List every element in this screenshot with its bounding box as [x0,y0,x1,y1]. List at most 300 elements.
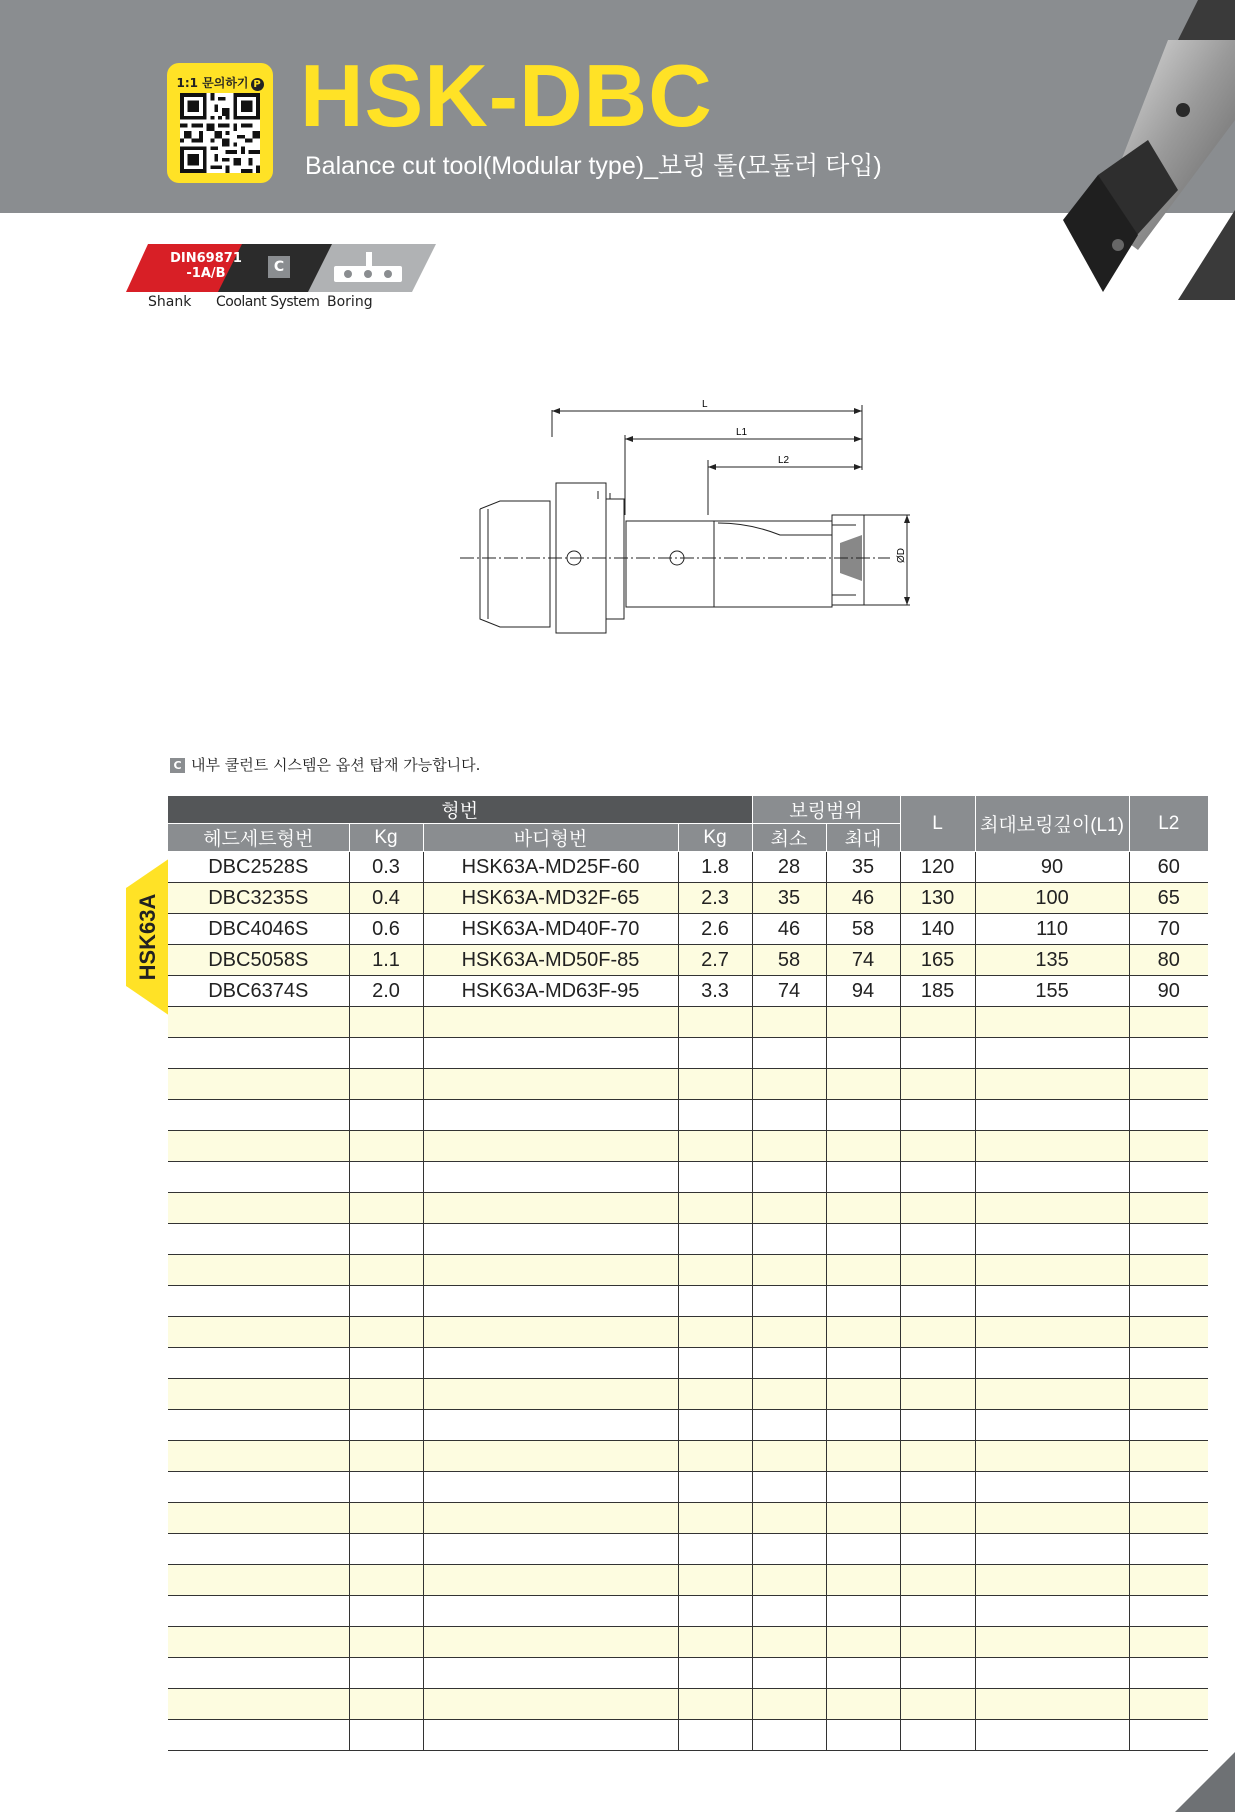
dim-L2-label: L2 [778,455,790,466]
table-cell [678,1379,752,1410]
din-standard-label: DIN69871 -1A/B [170,251,242,281]
table-cell [752,1317,826,1348]
table-cell [752,1689,826,1720]
table-cell [349,1596,423,1627]
table-cell [349,1317,423,1348]
table-cell [752,1007,826,1038]
header-row-group [168,796,1208,824]
table-cell [678,1627,752,1658]
table-cell: 90 [975,852,1129,883]
table-cell [349,1534,423,1565]
table-row [168,1224,1208,1255]
table-cell [752,1100,826,1131]
table-cell [423,1100,678,1131]
table-cell: 35 [826,852,900,883]
table-cell [826,1689,900,1720]
table-cell [900,1038,975,1069]
table-cell [349,1038,423,1069]
header-band [0,0,1235,213]
qr-label: 1:1 문의하기 P [167,74,273,91]
table-cell [168,1441,349,1472]
table-cell [900,1379,975,1410]
table-cell: HSK63A-MD40F-70 [423,914,678,945]
table-row [168,1162,1208,1193]
table-cell [900,1596,975,1627]
table-cell [349,1441,423,1472]
table-cell [752,1472,826,1503]
table-cell [975,1627,1129,1658]
qr-inquiry-box[interactable] [167,63,273,183]
table-cell [975,1503,1129,1534]
boring-hole-icon [364,270,372,278]
table-cell [349,1255,423,1286]
table-cell: DBC2528S [168,852,349,883]
table-cell [752,1658,826,1689]
table-cell [1129,1410,1208,1441]
table-cell [168,1689,349,1720]
badge-label-boring: Boring [327,294,373,310]
table-row [168,1348,1208,1379]
table-cell [678,1224,752,1255]
table-cell [826,1410,900,1441]
table-row [168,1627,1208,1658]
table-cell [1129,1100,1208,1131]
table-cell [1129,1534,1208,1565]
table-cell [900,1534,975,1565]
table-row [168,1503,1208,1534]
table-cell [826,1534,900,1565]
table-row [168,1131,1208,1162]
dim-L1-label: L1 [736,427,748,438]
table-cell [900,1658,975,1689]
table-cell [423,1069,678,1100]
table-cell [168,1658,349,1689]
table-cell [752,1348,826,1379]
header-boring-range: 보링범위 [752,796,900,824]
table-cell [900,1503,975,1534]
page-subtitle: Balance cut tool(Modular type)_보링 툴(모듈러 타입) [305,152,882,180]
table-row [168,1100,1208,1131]
spec-badges [126,244,446,314]
header-min: 최소 [752,824,826,852]
table-cell [168,1410,349,1441]
table-cell: 155 [975,976,1129,1007]
table-cell [678,1317,752,1348]
table-cell [975,1379,1129,1410]
table-cell [168,1472,349,1503]
header-body-kg: Kg [678,824,752,852]
table-cell [678,1410,752,1441]
table-cell [423,1503,678,1534]
table-cell [975,1441,1129,1472]
table-cell [678,1658,752,1689]
table-cell [826,1286,900,1317]
table-cell [423,1720,678,1751]
badge-label-shank: Shank [148,294,192,310]
table-cell [1129,1379,1208,1410]
table-cell [826,1348,900,1379]
header-L2: L2 [1129,796,1208,852]
side-label: HSK63A [135,893,160,981]
page-title: HSK-DBC [300,46,713,145]
table-cell [349,1503,423,1534]
table-cell [349,1286,423,1317]
table-cell [678,1534,752,1565]
header-max: 최대 [826,824,900,852]
table-cell [975,1565,1129,1596]
table-cell [1129,1162,1208,1193]
table-cell [826,1193,900,1224]
table-cell [168,1348,349,1379]
table-cell [678,1162,752,1193]
table-cell [168,1720,349,1751]
table-cell [349,1224,423,1255]
table-row [168,1379,1208,1410]
table-cell [1129,1007,1208,1038]
table-cell [900,1255,975,1286]
table-cell [168,1286,349,1317]
table-cell [423,1441,678,1472]
table-cell [826,1565,900,1596]
table-cell [1129,1255,1208,1286]
table-cell [168,1534,349,1565]
table-cell [900,1472,975,1503]
table-cell: 65 [1129,883,1208,914]
table-cell [900,1689,975,1720]
table-cell [826,1441,900,1472]
table-cell: 74 [826,945,900,976]
table-cell [168,1627,349,1658]
table-cell: 0.3 [349,852,423,883]
table-cell [975,1596,1129,1627]
table-cell [423,1007,678,1038]
spec-table [168,796,1208,1751]
table-cell [975,1689,1129,1720]
table-cell: 2.7 [678,945,752,976]
table-row [168,1286,1208,1317]
table-cell [678,1441,752,1472]
table-cell: 1.8 [678,852,752,883]
table-cell [900,1410,975,1441]
table-row [168,1472,1208,1503]
table-cell [900,1224,975,1255]
table-cell: 0.6 [349,914,423,945]
table-cell [752,1627,826,1658]
table-row [168,945,1208,976]
table-cell [423,1162,678,1193]
table-cell: 1.1 [349,945,423,976]
table-row [168,1658,1208,1689]
table-cell [975,1255,1129,1286]
table-cell [423,1255,678,1286]
table-cell [423,1627,678,1658]
table-cell [752,1596,826,1627]
table-cell [975,1348,1129,1379]
table-cell [900,1193,975,1224]
table-cell [423,1286,678,1317]
header-body: 바디형번 [423,824,678,852]
table-cell [349,1472,423,1503]
table-cell [900,1131,975,1162]
table-cell [678,1007,752,1038]
table-body [168,852,1208,1751]
table-cell [900,1162,975,1193]
table-cell: 0.4 [349,883,423,914]
table-cell [349,1658,423,1689]
table-cell [168,1255,349,1286]
table-cell [1129,1193,1208,1224]
table-cell [349,1193,423,1224]
table-cell [168,1596,349,1627]
table-row [168,1534,1208,1565]
table-cell: DBC5058S [168,945,349,976]
table-cell [1129,1224,1208,1255]
table-cell [423,1193,678,1224]
table-cell [168,1162,349,1193]
table-cell: 130 [900,883,975,914]
table-cell: DBC3235S [168,883,349,914]
table-cell [752,1069,826,1100]
table-cell [678,1503,752,1534]
boring-spindle-icon [366,252,372,266]
table-cell: 100 [975,883,1129,914]
table-cell [752,1534,826,1565]
table-cell [349,1565,423,1596]
table-row [168,1069,1208,1100]
table-row [168,1596,1208,1627]
badge-label-coolant: Coolant System [216,294,320,310]
table-cell [678,1100,752,1131]
header-head-set: 헤드세트형번 [168,824,349,852]
table-cell: 70 [1129,914,1208,945]
table-cell [900,1565,975,1596]
table-cell: 3.3 [678,976,752,1007]
table-cell [752,1720,826,1751]
table-row [168,1007,1208,1038]
table-cell [349,1131,423,1162]
table-cell [678,1286,752,1317]
table-cell [1129,1658,1208,1689]
table-cell [975,1100,1129,1131]
table-row [168,1255,1208,1286]
table-cell [900,1100,975,1131]
header-L: L [900,796,975,852]
table-cell [168,1069,349,1100]
table-row [168,883,1208,914]
table-cell: 60 [1129,852,1208,883]
table-cell [168,1193,349,1224]
table-cell [826,1069,900,1100]
table-cell: HSK63A-MD32F-65 [423,883,678,914]
table-cell [975,1069,1129,1100]
table-cell [752,1441,826,1472]
table-cell [349,1379,423,1410]
table-cell [678,1720,752,1751]
table-cell [975,1007,1129,1038]
table-cell: 120 [900,852,975,883]
table-row [168,1441,1208,1472]
coolant-note-text: 내부 쿨런트 시스템은 옵션 탑재 가능합니다. [191,756,481,774]
table-cell [678,1038,752,1069]
table-row [168,1720,1208,1751]
table-cell [349,1720,423,1751]
table-cell [826,1255,900,1286]
table-cell [975,1162,1129,1193]
table-cell [975,1720,1129,1751]
corner-triangle [1175,1752,1235,1812]
table-cell: DBC6374S [168,976,349,1007]
table-cell [1129,1720,1208,1751]
table-cell: 185 [900,976,975,1007]
table-cell [752,1410,826,1441]
table-cell [826,1503,900,1534]
table-cell [752,1286,826,1317]
table-cell [349,1348,423,1379]
table-row [168,914,1208,945]
table-cell: HSK63A-MD50F-85 [423,945,678,976]
table-cell [826,1131,900,1162]
table-cell [423,1348,678,1379]
table-cell: 58 [826,914,900,945]
table-cell [423,1224,678,1255]
table-cell [349,1069,423,1100]
table-cell [168,1007,349,1038]
table-cell [168,1565,349,1596]
table-cell [975,1286,1129,1317]
table-cell [423,1317,678,1348]
table-cell: 140 [900,914,975,945]
table-row [168,1410,1208,1441]
table-cell [826,1317,900,1348]
table-cell [826,1162,900,1193]
table-cell [752,1565,826,1596]
table-cell [826,1720,900,1751]
table-row [168,1317,1208,1348]
table-cell: 58 [752,945,826,976]
table-cell [900,1007,975,1038]
table-row [168,976,1208,1007]
table-cell [826,1007,900,1038]
table-cell: 165 [900,945,975,976]
table-cell [349,1162,423,1193]
qr-code-icon[interactable] [180,93,260,173]
table-cell [678,1193,752,1224]
side-label-wrap [126,858,170,1016]
table-cell [349,1627,423,1658]
table-cell [168,1317,349,1348]
table-cell [752,1224,826,1255]
table-cell [1129,1627,1208,1658]
table-cell [1129,1286,1208,1317]
table-cell: 135 [975,945,1129,976]
table-cell [423,1410,678,1441]
table-cell [168,1379,349,1410]
table-cell [678,1348,752,1379]
header-max-depth: 최대보링깊이(L1) [975,796,1129,852]
dim-diameter-label: ØD [896,548,907,563]
table-cell [423,1565,678,1596]
table-cell [168,1038,349,1069]
table-cell: 46 [826,883,900,914]
table-cell [975,1317,1129,1348]
table-cell [678,1596,752,1627]
table-cell [900,1441,975,1472]
table-cell [1129,1038,1208,1069]
table-cell [1129,1441,1208,1472]
header-head-kg: Kg [349,824,423,852]
table-cell [678,1565,752,1596]
coolant-note [170,754,480,775]
tool-photo [1058,0,1235,300]
table-cell [349,1410,423,1441]
table-cell [678,1069,752,1100]
coolant-note-symbol: C [170,758,185,773]
table-cell [900,1720,975,1751]
table-cell: DBC4046S [168,914,349,945]
table-cell [1129,1503,1208,1534]
table-cell: 110 [975,914,1129,945]
table-cell [975,1534,1129,1565]
table-cell [1129,1069,1208,1100]
table-cell [900,1286,975,1317]
table-cell [349,1689,423,1720]
table-cell [752,1038,826,1069]
table-cell [423,1689,678,1720]
table-cell [1129,1689,1208,1720]
table-cell [975,1224,1129,1255]
table-cell [1129,1472,1208,1503]
table-cell [826,1658,900,1689]
table-cell [826,1472,900,1503]
boring-hole-icon [344,270,352,278]
table-cell [423,1038,678,1069]
table-cell [975,1472,1129,1503]
table-cell [826,1379,900,1410]
table-row [168,1689,1208,1720]
table-cell [423,1379,678,1410]
table-cell [752,1193,826,1224]
table-cell [678,1472,752,1503]
header-model: 형번 [168,796,752,824]
table-cell: HSK63A-MD25F-60 [423,852,678,883]
table-row [168,1038,1208,1069]
spec-table-wrap [168,796,1207,1751]
table-cell [975,1658,1129,1689]
table-row [168,1565,1208,1596]
table-row [168,1193,1208,1224]
table-cell [900,1317,975,1348]
table-cell: 74 [752,976,826,1007]
table-cell [678,1131,752,1162]
table-cell [826,1224,900,1255]
table-cell [168,1503,349,1534]
table-cell: 80 [1129,945,1208,976]
table-cell [423,1658,678,1689]
table-cell [752,1503,826,1534]
table-cell [1129,1596,1208,1627]
table-cell [752,1255,826,1286]
dim-L-label: L [702,399,708,410]
table-cell [349,1100,423,1131]
table-cell: 94 [826,976,900,1007]
table-cell: 2.0 [349,976,423,1007]
table-cell: 28 [752,852,826,883]
table-cell [423,1472,678,1503]
table-cell [168,1100,349,1131]
table-cell: 2.3 [678,883,752,914]
table-cell [900,1348,975,1379]
table-cell [826,1596,900,1627]
